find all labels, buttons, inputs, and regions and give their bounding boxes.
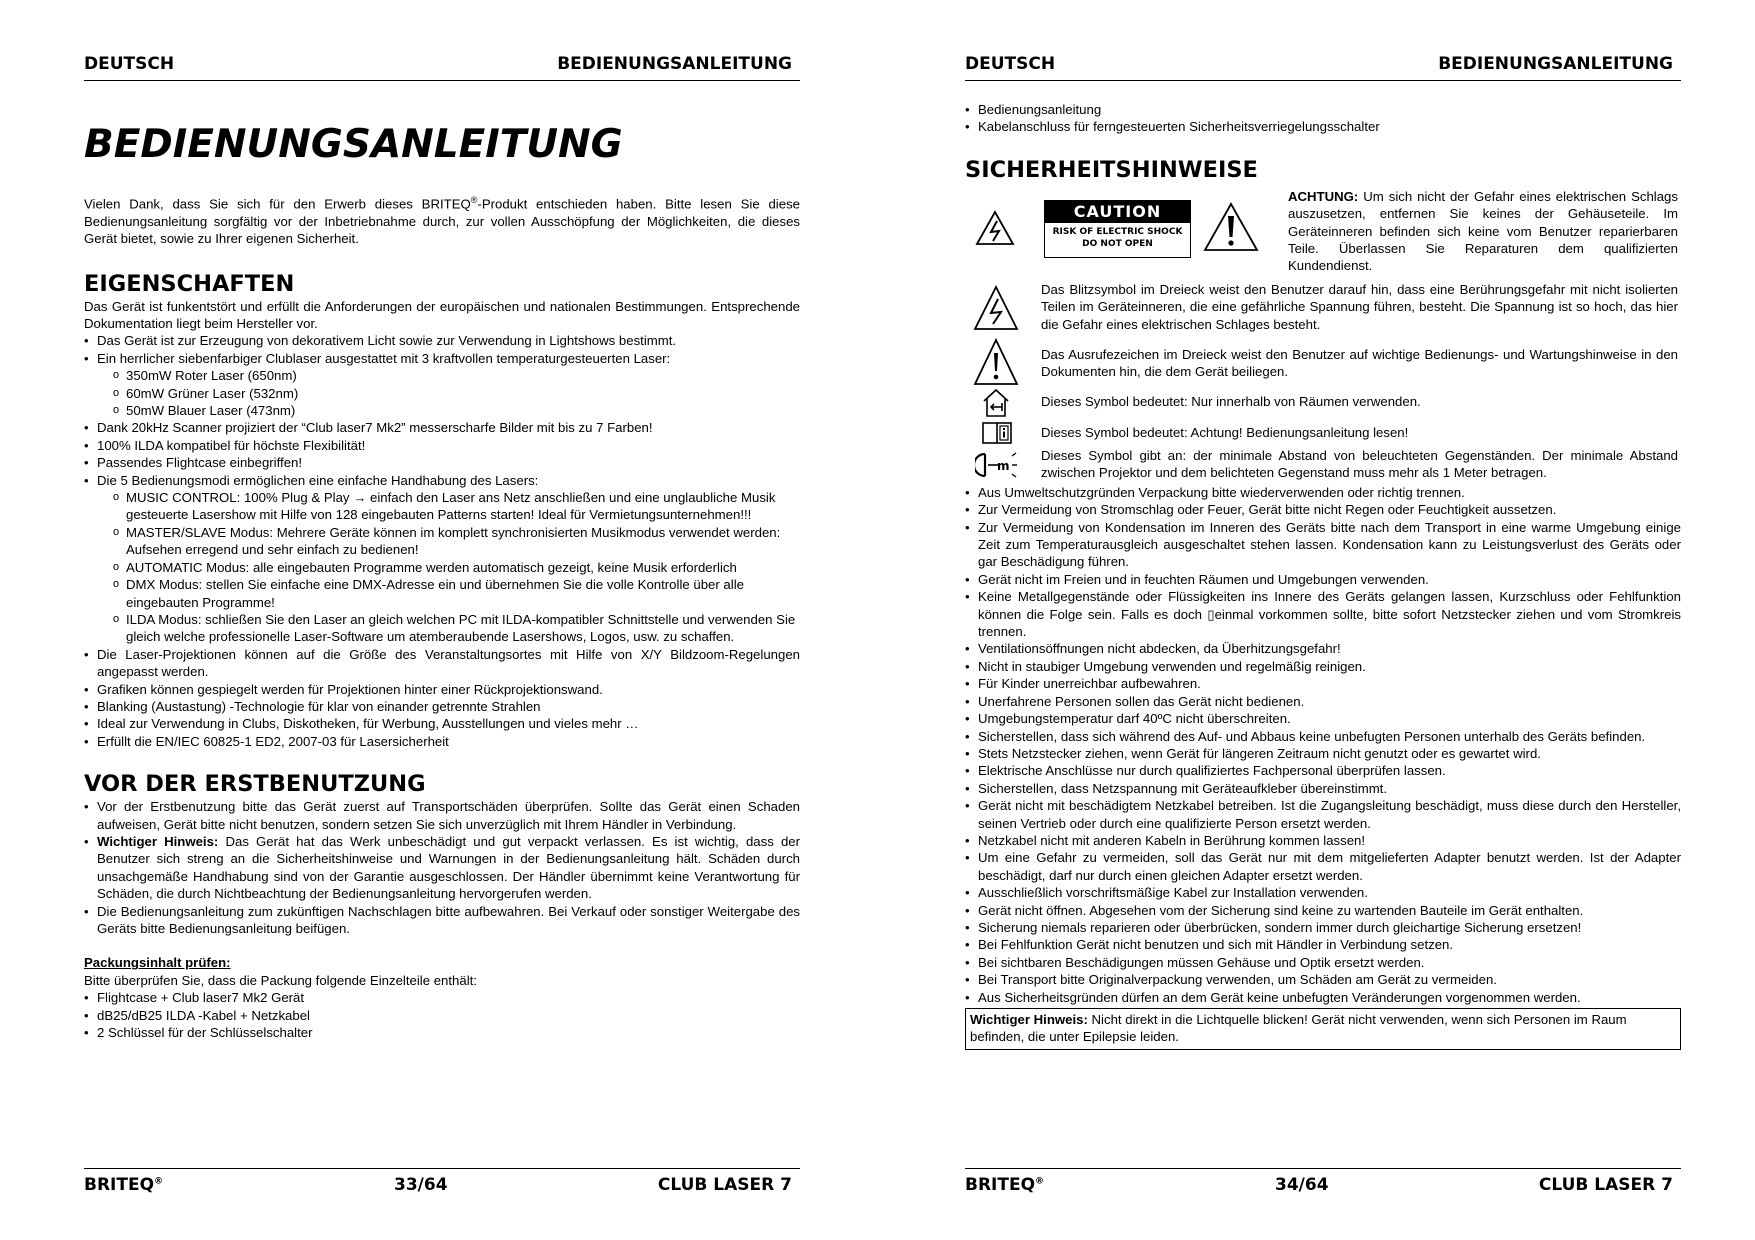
achtung-label: ACHTUNG:: [1288, 188, 1359, 204]
list-item: • Kabelanschluss für ferngesteuerten Sicherheitsverriegelungsschalter: [965, 118, 1681, 135]
list-item: • Keine Metallgegenstände oder Flüssigkeiten ins Innere des Geräts gelangen lassen, Kurzschluss oder Fehlfunktion können die Folge sein. Falls es doch ▯einmal vorkommen sollte, bitte sofort Netzstecker ziehen und vom Stromkreis trennen.: [965, 588, 1681, 640]
header-language: DEUTSCH: [84, 54, 175, 74]
safety-list: [965, 484, 1681, 1006]
lightning-warning-icon: [975, 210, 1015, 246]
list-item: • Sicherung niemals reparieren oder überbrücken, sondern immer durch gleichartige Sicherung ersetzen!: [965, 919, 1681, 936]
left-content: [84, 122, 800, 1041]
list-item: • Dank 20kHz Scanner projiziert der “Club laser7 Mk2” messerscharfe Bilder mit bis zu 7 Farben!: [84, 419, 800, 436]
warning-label: Wichtiger Hinweis:: [970, 1012, 1088, 1027]
caution-line-1: RISK OF ELECTRIC SHOCK: [1052, 226, 1183, 237]
list-item: o 350mW Roter Laser (650nm): [113, 367, 800, 384]
features-intro: Das Gerät ist funkentstört und erfüllt die Anforderungen der europäischen und nationalen Bestimmungen. Entsprechende Dokumentation liegt beim Hersteller vor.: [84, 298, 800, 332]
package-intro: Bitte überprüfen Sie, dass die Packung folgende Einzelteile enthält:: [84, 972, 477, 988]
list-item: o 50mW Blauer Laser (473nm): [113, 402, 800, 419]
list-item: • Aus Umweltschutzgründen Verpackung bitte wiederverwenden oder richtig trennen.: [965, 484, 1681, 501]
right-page: [965, 0, 1681, 1240]
list-item: • Zur Vermeidung von Kondensation im Inneren des Geräts bitte nach dem Transport in eine warme Umgebung einige Zeit zum Temperaturausgleich ausgeschaltet stehen lassen. Kondensation kann zu Leistungsverlust des Geräts oder gar Beschädigung führen.: [965, 519, 1681, 571]
features-list: [84, 332, 800, 750]
epilepsy-warning-box: [965, 1008, 1681, 1050]
package-heading: Packungsinhalt prüfen:: [84, 955, 231, 971]
list-item: • Stets Netzstecker ziehen, wenn Gerät für längeren Zeitraum nicht genutzt oder es gewartet wird.: [965, 745, 1681, 762]
list-item: • Flightcase + Club laser7 Mk2 Gerät: [84, 989, 800, 1006]
list-item: • Elektrische Anschlüsse nur durch qualifiziertes Fachpersonal überprüfen lassen.: [965, 762, 1681, 779]
list-item: • dB25/dB25 ILDA -Kabel + Netzkabel: [84, 1007, 800, 1024]
exclamation-warning-icon: [973, 338, 1019, 386]
package-list: [84, 989, 800, 1041]
footer-brand-text: BRITEQ: [965, 1175, 1036, 1195]
list-item: • Zur Vermeidung von Stromschlag oder Feuer, Gerät bitte nicht Regen oder Feuchtigkeit aussetzen.: [965, 501, 1681, 518]
indoor-symbol-row: [965, 387, 1681, 420]
important-label: Wichtiger Hinweis:: [97, 833, 219, 849]
footer-model: CLUB LASER 7: [657, 1175, 792, 1195]
before-use-list: [84, 798, 800, 937]
list-item: o 60mW Grüner Laser (532nm): [113, 385, 800, 402]
list-item: • Unerfahrene Personen sollen das Gerät nicht bedienen.: [965, 693, 1681, 710]
continued-package-list: [965, 101, 1681, 136]
list-item: • Grafiken können gespiegelt werden für Projektionen hinter einer Rückprojektionswand.: [84, 681, 800, 698]
list-item: • Das Gerät ist zur Erzeugung von dekorativem Licht sowie zur Verwendung in Lightshows bestimmt.: [84, 332, 800, 349]
footer-page-number: 33/64: [394, 1175, 448, 1195]
list-item: • Bei sichtbaren Beschädigungen müssen Gehäuse und Optik ersetzt werden.: [965, 954, 1681, 971]
footer-reg: ®: [154, 1176, 164, 1187]
list-item: • 2 Schlüssel für der Schlüsselschalter: [84, 1024, 800, 1041]
before-use-heading: VOR DER ERSTBENUTZUNG: [84, 771, 426, 798]
list-item: • Vor der Erstbenutzung bitte das Gerät zuerst auf Transportschäden überprüfen. Sollte das Gerät einen Schaden aufweisen, Gerät bitte nicht benutzen, sondern setzen Sie sich unverzüglich mit Ihrem Händler in Verbindung.: [84, 798, 800, 833]
manual-symbol-text: Dieses Symbol bedeutet: Achtung! Bedienungsanleitung lesen!: [1041, 424, 1409, 440]
footer-model: CLUB LASER 7: [1538, 1175, 1673, 1195]
footer-reg: ®: [1035, 1176, 1045, 1187]
list-item-text: Die 5 Bedienungsmodi ermöglichen eine einfache Handhabung des Lasers:: [97, 472, 539, 488]
list-item: o ILDA Modus: schließen Sie den Laser an gleich welchen PC mit ILDA-kompatibler Schnittstelle und verwenden Sie gleich welche professionelle Laser-Software um atemberaubende Lasershows, Logos, usw. zu schaffen.: [113, 611, 800, 646]
laser-list: [97, 367, 800, 419]
achtung-text: Um sich nicht der Gefahr eines elektrischen Schlags auszusetzen, entfernen Sie keines der Gehäuseteile. Im Geräteinneren befinden sich keine vom Benutzer reparierbaren Teile. Überlassen Sie Reparaturen dem qualifizierten Kundendienst.: [1288, 188, 1678, 274]
header-title: BEDIENUNGSANLEITUNG: [1438, 54, 1673, 74]
lightning-symbol-row: [965, 281, 1681, 336]
caution-title: CAUTION: [1045, 201, 1190, 223]
list-item: • Gerät nicht öffnen. Abgesehen vom der Sicherung sind keine zu wartenden Bauteile im Gerät enthalten.: [965, 902, 1681, 919]
list-item: • Aus Sicherheitsgründen dürfen an dem Gerät keine unbefugten Veränderungen vorgenommen werden.: [965, 989, 1681, 1006]
list-item: • 100% ILDA kompatibel für höchste Flexibilität!: [84, 437, 800, 454]
important-text: Das Gerät hat das Werk unbeschädigt und gut verpackt verlassen. Es ist wichtig, dass der Benutzer sich streng an die Sicherheitshinweise und Warnungen in der Bedienungsanleitung hält. Schäden durch unsachgemäße Handhabung sind von der Garantie ausgeschlossen. Der Händler übernimmt keine Verantwortung für Schäden, die durch Nichtbeachtung der Bedienungsanleitung hervorgerufen werden.: [97, 833, 801, 902]
minimum-distance-icon: [975, 451, 1019, 479]
list-item: • Ideal zur Verwendung in Clubs, Diskotheken, für Werbung, Ausstellungen und vieles mehr …: [84, 715, 800, 732]
caution-row: [965, 188, 1681, 281]
intro-after: -Produkt entschieden haben. Bitte lesen Sie diese Bedienungsanleitung sorgfältig vor der Inbetriebnahme durch, zur vollen Ausschöpfung der Möglichkeiten, die dieses Gerät bietet, sowie zu Ihrer eigenen Sicherheit.: [84, 196, 800, 247]
modes-list: [97, 489, 800, 646]
page-footer: [84, 1168, 800, 1199]
left-page: [84, 0, 800, 1240]
list-item: o AUTOMATIC Modus: alle eingebauten Programme werden automatisch gezeigt, keine Musik erforderlich: [113, 559, 800, 576]
exclamation-warning-icon: [1203, 202, 1259, 252]
exclamation-symbol-row: [965, 336, 1681, 387]
list-item: • Nicht in staubiger Umgebung verwenden und regelmäßig reinigen.: [965, 658, 1681, 675]
list-item: [84, 472, 800, 646]
page-header: [965, 54, 1681, 81]
list-item: • Sicherstellen, dass Netzspannung mit Geräteaufkleber übereinstimmt.: [965, 780, 1681, 797]
read-manual-icon: [981, 421, 1013, 445]
list-item: • Bei Transport bitte Originalverpackung verwenden, um Schäden am Gerät zu vermeiden.: [965, 971, 1681, 988]
list-item: • Um eine Gefahr zu vermeiden, soll das Gerät nur mit dem mitgelieferten Adapter benutzt werden. Ist der Adapter beschädigt, darf nur durch einen gleichen Adapter ersetzt werden.: [965, 849, 1681, 884]
list-item: • Bei Fehlfunktion Gerät nicht benutzen und sich mit Händler in Verbindung setzen.: [965, 936, 1681, 953]
safety-heading: SICHERHEITSHINWEISE: [965, 156, 1258, 183]
list-item: • Netzkabel nicht mit anderen Kabeln in Berührung kommen lassen!: [965, 832, 1681, 849]
features-heading: EIGENSCHAFTEN: [84, 270, 295, 297]
achtung-paragraph: [1288, 188, 1678, 275]
list-item: • Die Bedienungsanleitung zum zukünftigen Nachschlagen bitte aufbewahren. Bei Verkauf oder sonstiger Weitergabe des Geräts bitte Bedienungsanleitung beifügen.: [84, 903, 800, 938]
right-content: [965, 101, 1681, 1050]
list-item: • Passendes Flightcase einbegriffen!: [84, 454, 800, 471]
list-item: • Erfüllt die EN/IEC 60825-1 ED2, 2007-03 für Lasersicherheit: [84, 733, 800, 750]
list-item: [84, 833, 800, 903]
list-item: • Für Kinder unerreichbar aufbewahren.: [965, 675, 1681, 692]
list-item: • Ventilationsöffnungen nicht abdecken, da Überhitzungsgefahr!: [965, 640, 1681, 657]
list-item: o MUSIC CONTROL: 100% Plug & Play → einfach den Laser ans Netz anschließen und eine unglaubliche Musik gesteuerte Lasershow mit Hilfe von 128 eingebauten Patterns starten! Ideal für Vermietungsunternehmen!!!: [113, 489, 800, 524]
exclamation-symbol-text: Das Ausrufezeichen im Dreieck weist den Benutzer auf wichtige Bedienungs- und Wartungshinweise in den Dokumenten hin, die dem Gerät beiliegen.: [1041, 346, 1678, 380]
list-item-text: Ein herrlicher siebenfarbiger Clublaser ausgestattet mit 3 kraftvollen temperaturgesteuerten Laser:: [97, 350, 671, 366]
svg-text:m: m: [997, 458, 1010, 473]
lightning-symbol-text: Das Blitzsymbol im Dreieck weist den Benutzer darauf hin, dass eine Berührungsgefahr mit nicht isolierten Teilen im Geräteinneren, die eine gefährliche Spannung führen, besteht. Die Spannung ist so hoch, das hier die Gefahr eines elektrischen Schlages besteht.: [1041, 281, 1678, 332]
indoor-use-icon: [982, 388, 1010, 418]
list-item: o MASTER/SLAVE Modus: Mehrere Geräte können im komplett synchronisierten Musikmodus verwendet werden: Aufsehen erregend und sehr einfach zu bedienen!: [113, 524, 800, 559]
list-item: • Umgebungstemperatur darf 40ºC nicht überschreiten.: [965, 710, 1681, 727]
footer-brand-text: BRITEQ: [84, 1175, 155, 1195]
indoor-symbol-text: Dieses Symbol bedeutet: Nur innerhalb von Räumen verwenden.: [1041, 393, 1421, 409]
footer-page-number: 34/64: [1275, 1175, 1329, 1195]
list-item: [84, 350, 800, 420]
list-item: o DMX Modus: stellen Sie einfache eine DMX-Adresse ein und übernehmen Sie die volle Kontrolle über alle eingebauten Programme!: [113, 576, 800, 611]
footer-brand: [965, 1175, 1044, 1195]
intro-paragraph: [84, 192, 800, 248]
warning-text: Nicht direkt in die Lichtquelle blicken! Gerät nicht verwenden, wenn sich Personen im Raum befinden, die unter Epilepsie leiden.: [970, 1012, 1627, 1045]
header-title: BEDIENUNGSANLEITUNG: [557, 54, 792, 74]
intro-reg: ®: [470, 195, 478, 205]
list-item: • Blanking (Austastung) -Technologie für klar von einander getrennte Strahlen: [84, 698, 800, 715]
list-item: • Ausschließlich vorschriftsmäßige Kabel zur Installation verwenden.: [965, 884, 1681, 901]
footer-brand: [84, 1175, 163, 1195]
caution-label: [1044, 200, 1191, 258]
list-item: • Gerät nicht im Freien und in feuchten Räumen und Umgebungen verwenden.: [965, 571, 1681, 588]
manual-symbol-row: [965, 420, 1681, 447]
intro-before: Vielen Dank, dass Sie sich für den Erwerb dieses BRITEQ: [84, 196, 471, 212]
list-item: • Bedienungsanleitung: [965, 101, 1681, 118]
list-item: • Sicherstellen, dass sich während des Auf- und Abbaus keine unbefugten Personen unterhalb des Geräts befinden.: [965, 728, 1681, 745]
header-language: DEUTSCH: [965, 54, 1056, 74]
page-header: [84, 54, 800, 81]
page-title: BEDIENUNGSANLEITUNG: [84, 122, 623, 167]
list-item: • Gerät nicht mit beschädigtem Netzkabel betreiben. Ist die Zugangsleitung beschädigt, muss diese durch den Hersteller, seinen Vertrieb oder durch eine qualifizierte Person ersetzt werden.: [965, 797, 1681, 832]
list-item: • Die Laser-Projektionen können auf die Größe des Veranstaltungsortes mit Hilfe von X/Y Bildzoom-Regelungen angepasst werden.: [84, 646, 800, 681]
lightning-warning-icon: [973, 285, 1019, 331]
page-footer: [965, 1168, 1681, 1199]
distance-symbol-row: [965, 447, 1681, 484]
caution-line-2: DO NOT OPEN: [1082, 238, 1153, 249]
distance-symbol-text: Dieses Symbol gibt an: der minimale Abstand von beleuchteten Gegenständen. Der minimale Abstand zwischen Projektor und dem belichteten Gegenstand muss mehr als 1 Meter betragen.: [1041, 447, 1678, 481]
